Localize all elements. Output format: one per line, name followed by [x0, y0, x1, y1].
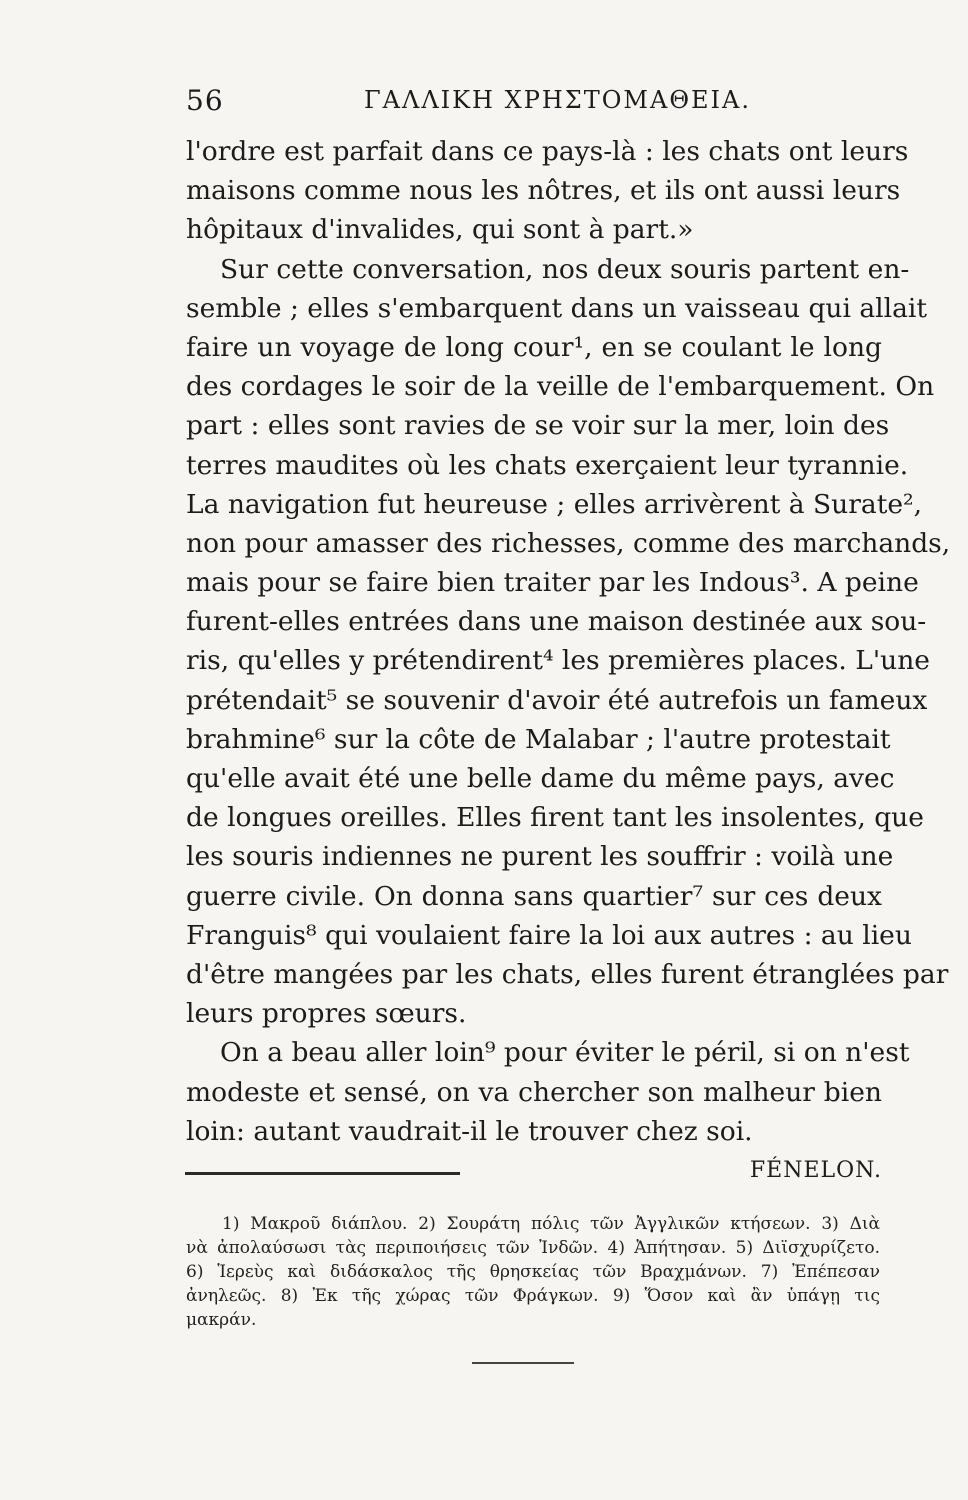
text-line: semble ; elles s'embarquent dans un vaisseau qui allait — [186, 292, 928, 324]
text-line: mais pour se faire bien traiter par les Indous³. A peine — [186, 567, 919, 599]
text-line: modeste et sensé, on va chercher son malheur bien — [186, 1076, 882, 1108]
text-line: Franguis⁸ qui voulaient faire la loi aux autres : au lieu — [186, 919, 912, 951]
text-line: non pour amasser des richesses, comme des marchands, — [186, 527, 951, 559]
footnote-line: νὰ ἀπολαύσωσι τὰς περιποιήσεις τῶν Ἰνδῶν. 4) Ἀπήτησαν. 5) Διϊσχυρίζετο. — [186, 1238, 880, 1258]
bottom-rule — [472, 1362, 574, 1364]
footnote-line: 1) Μακροῦ διάπλου. 2) Σουράτη πόλις τῶν Ἀγγλικῶν κτήσεων. 3) Διὰ — [222, 1214, 880, 1234]
text-line: les souris indiennes ne purent les souffrir : voilà une — [186, 841, 894, 873]
text-line: terres maudites où les chats exerçaient leur tyrannie. — [186, 449, 909, 481]
footnote-line: μακράν. — [186, 1310, 257, 1330]
text-line: loin: autant vaudrait-il le trouver chez soi. — [186, 1115, 753, 1147]
text-line: La navigation fut heureuse ; elles arrivèrent à Surate², — [186, 488, 923, 520]
text-line: maisons comme nous les nôtres, et ils ont aussi leurs — [186, 175, 901, 207]
text-line: des cordages le soir de la veille de l'embarquement. On — [186, 371, 935, 403]
text-line: l'ordre est parfait dans ce pays-là : les chats ont leurs — [186, 136, 909, 167]
main-text — [186, 132, 951, 1190]
footnote-rule — [185, 1172, 460, 1175]
text-line: Sur cette conversation, nos deux souris partent en- — [220, 253, 910, 285]
footnotes — [186, 1212, 880, 1332]
text-line: d'être mangées par les chats, elles furent étranglées par — [186, 958, 949, 990]
text-line: de longues oreilles. Elles firent tant les insolentes, que — [186, 802, 924, 834]
footnote-line: 6) Ἱερεὺς καὶ διδάσκαλος τῆς θρησκείας τῶν Βραχμάνων. 7) Ἐπέπεσαν — [186, 1262, 880, 1282]
text-line: ris, qu'elles y prétendirent⁴ les premières places. L'une — [186, 645, 930, 677]
text-line: part : elles sont ravies de se voir sur la mer, loin des — [186, 410, 890, 442]
text-line: On a beau aller loin⁹ pour éviter le péril, si on n'est — [220, 1037, 910, 1069]
text-line: brahmine⁶ sur la côte de Malabar ; l'autre protestait — [186, 723, 891, 755]
running-title: ΓΑΛΛΙΚΗ ΧΡΗΣΤΟΜΑΘΕΙΑ. — [364, 86, 751, 114]
text-line: leurs propres sœurs. — [186, 998, 467, 1030]
author-signature: FÉNELON. — [749, 1157, 882, 1183]
text-line: furent-elles entrées dans une maison destinée aux sou- — [186, 606, 927, 638]
page-header — [186, 80, 882, 120]
page-number: 56 — [186, 84, 224, 117]
text-line: prétendait⁵ se souvenir d'avoir été autrefois un fameux — [186, 684, 928, 716]
footnote-line: ἀνηλεῶς. 8) Ἐκ τῆς χώρας τῶν Φράγκων. 9) Ὅσον καὶ ἂν ὑπάγῃ τις — [186, 1286, 880, 1306]
text-line: qu'elle avait été une belle dame du même pays, avec — [186, 763, 895, 794]
text-line: faire un voyage de long cour¹, en se coulant le long — [186, 331, 882, 363]
text-line: guerre civile. On donna sans quartier⁷ sur ces deux — [186, 880, 882, 912]
text-line: hôpitaux d'invalides, qui sont à part.» — [186, 214, 694, 246]
